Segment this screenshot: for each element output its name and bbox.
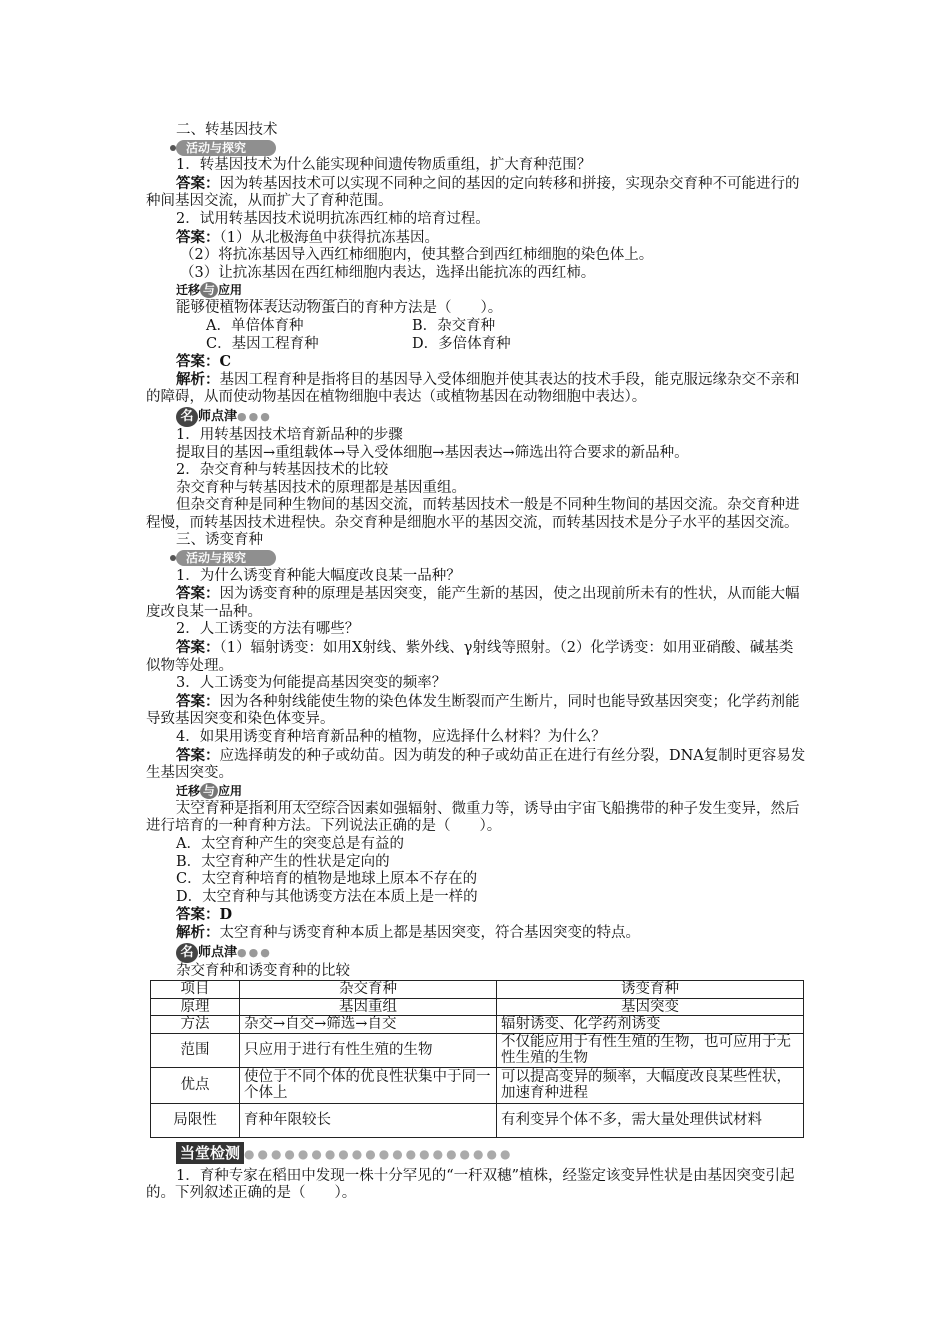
question: 2．人工诱变的方法有哪些？ (176, 621, 360, 638)
answer: 答案：因为各种射线能使生物的染色体发生断裂而产生断片，同时也能导致基因突变；化学药剂能导致基因突变和染色体变异。 (146, 692, 800, 728)
tip-heading: 杂交育种和诱变育种的比较 (176, 962, 350, 979)
section-title: 二、转基因技术 (176, 122, 278, 138)
answer: 答案：因为诱变育种的原理是基因突变，能产生新的基因，使之出现前所未有的性状，从而能大幅度改良某一品种。 (146, 585, 800, 620)
table-header-cell: 项目 (151, 981, 240, 999)
question: 2．试用转基因技术说明抗冻西红柿的培育过程。 (176, 210, 490, 227)
option: A．太空育种产生的突变总是有益的 (176, 835, 404, 852)
table-row: 范围 只应用于进行有性生殖的生物 不仅能应用于有性生殖的生物，也可应用于无性生殖的生物 (151, 1033, 804, 1067)
section-title: 三、诱变育种 (176, 532, 263, 549)
explanation: 解析：太空育种与诱变育种本质上都是基因突变，符合基因突变的特点。 (176, 923, 640, 941)
option: B．太空育种产生的性状是定向的 (176, 853, 390, 870)
table-row: 原理 基因重组 基因突变 (151, 998, 804, 1016)
answer-line: （2）将抗冻基因导入西红柿细胞内，使其整合到西红柿细胞的染色体上。 (180, 247, 654, 264)
answer: 答案：（1）从北极海鱼中获得抗冻基因。 (176, 228, 439, 246)
tip-body: 但杂交育种是同种生物间的基因交流，而转基因技术一般是不同种生物间的基因交流。杂交育种进程慢，而转基因技术进程快。杂交育种是细胞水平的基因交流，而转基因技术是分子水平的基因交流。 (146, 497, 800, 531)
teacher-tip-tag: 名 师点津●●● (176, 943, 272, 963)
table-row: 局限性 育种年限较长 有利变异个体不多，需大量处理供试材料 (151, 1103, 804, 1137)
mc-question: 太空育种是指利用太空综合因素如强辐射、微重力等，诱导由宇宙飞船携带的种子发生变异，然后进行培育的一种育种方法。下列说法正确的是（ ）。 (146, 800, 800, 835)
explore-tag: 活动与探究 (176, 550, 276, 567)
table-header-cell: 诱变育种 (497, 981, 804, 999)
options-row: A．单倍体育种 B．杂交育种 (206, 317, 496, 334)
option: D．太空育种与其他诱变方法在本质上是一样的 (176, 888, 478, 905)
answer-line: （3）让抗冻基因在西红柿细胞内表达，选择出能抗冻的西红柿。 (180, 264, 596, 281)
question: 4．如果用诱变育种培育新品种的植物，应选择什么材料？为什么？ (176, 729, 606, 745)
check-question: 1．育种专家在稻田中发现一株十分罕见的“一秆双穗”植株，经鉴定该变异性状是由基因突变引起的。下列叙述正确的是（ ）。 (146, 1167, 795, 1202)
answer: 答案：（1）辐射诱变：如用X射线、紫外线、γ射线等照射。（2）化学诱变：如用亚硝酸、碱基类似物等处理。 (146, 639, 794, 674)
answer: 答案：应选择萌发的种子或幼苗。因为萌发的种子或幼苗正在进行有丝分裂，DNA复制时更容易发生基因突变。 (146, 746, 806, 782)
mc-question: 能够使植物体表达动物蛋白的育种方法是（ ）。 (176, 300, 503, 317)
table-row: 方法 杂交→自交→筛选→自交 辐射诱变、化学药剂诱变 (151, 1016, 804, 1034)
option: C．太空育种培育的植物是地球上原本不存在的 (176, 871, 478, 888)
apply-tag: 迁移 与 应用 (176, 282, 352, 300)
tip-heading: 1．用转基因技术培育新品种的步骤 (176, 426, 403, 443)
mc-answer: 答案：C (176, 353, 232, 371)
table-header-cell: 杂交育种 (240, 981, 497, 999)
tip-body: 提取目的基因→重组载体→导入受体细胞→基因表达→筛选出符合要求的新品种。 (176, 444, 689, 461)
teacher-tip-tag: 名 师点津●●● (176, 407, 272, 427)
table-row: 优点 使位于不同个体的优良性状集中于同一个体上 可以提高变异的频率，大幅度改良某些性状，加速育种进程 (151, 1067, 804, 1103)
comparison-table (150, 980, 804, 1138)
tip-heading: 2．杂交育种与转基因技术的比较 (176, 462, 389, 479)
tip-body: 杂交育种与转基因技术的原理都是基因重组。 (176, 479, 466, 496)
table-header-row (151, 981, 804, 999)
options-row: C．基因工程育种 D．多倍体育种 (206, 335, 511, 352)
question: 3．人工诱变为何能提高基因突变的频率？ (176, 675, 447, 692)
apply-tag: 迁移 与 应用 (176, 783, 352, 801)
explanation: 解析：基因工程育种是指将目的基因导入受体细胞并使其表达的技术手段，能克服远缘杂交不亲和的障碍，从而使动物基因在植物细胞中表达（或植物基因在动物细胞中表达）。 (146, 370, 800, 406)
question: 1．转基因技术为什么能实现种间遗传物质重组，扩大育种范围？ (176, 157, 592, 174)
answer: 答案：因为转基因技术可以实现不同种之间的基因的定向转移和拼接，实现杂交育种不可能进行的种间基因交流，从而扩大了育种范围。 (146, 174, 800, 210)
explore-tag: 活动与探究 (176, 140, 276, 157)
question: 1．为什么诱变育种能大幅度改良某一品种？ (176, 567, 461, 584)
in-class-check-banner: 当堂检测 ●●●●●●●●●●●●●●●●●●●● (176, 1142, 806, 1164)
mc-answer: 答案：D (176, 906, 233, 924)
document-page (146, 122, 806, 1203)
